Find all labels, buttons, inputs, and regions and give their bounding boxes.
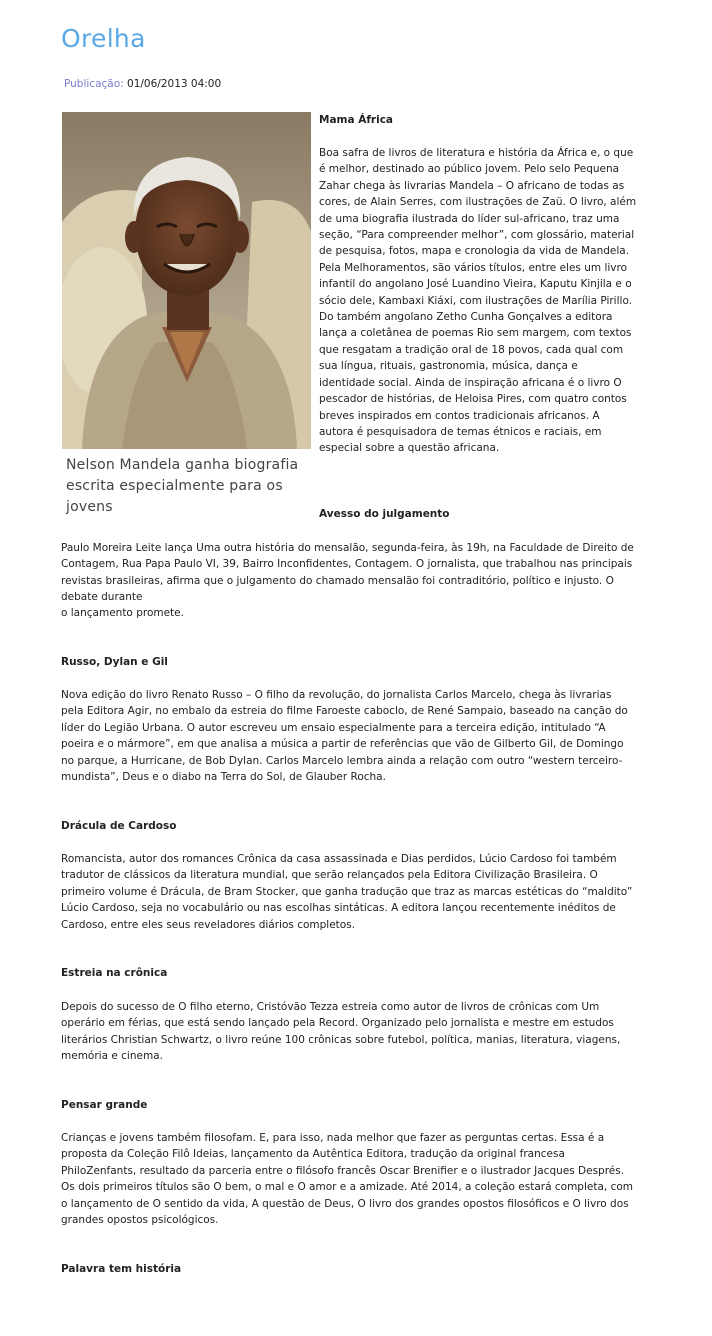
section-heading-pensar: Pensar grande [61,1099,148,1111]
article-photo [62,112,311,449]
section-text-estreia: Depois do sucesso de O filho eterno, Cristóvão Tezza estreia como autor de livros de crônicas com Um operário em férias, que está sendo lançado pela Record. Organizado pelo jornalista e mestre em estudos literários Christian Schwartz, o livro reúne 100 crônicas sobre futebol, política, manias, literatura, viagens, memória e cinema. [61,1001,621,1063]
section-heading-dracula: Drácula de Cardoso [61,820,177,832]
section-text-mama-africa: Boa safra de livros de literatura e história da África e, o que é melhor, destinado ao público jovem. Pelo selo Pequena Zahar chega às livrarias Mandela – O africano de todas as cores, de Alain Serres, com ilustrações de Zaü. O livro, além de uma biografia ilustrada do líder sul-africano, traz uma seção, “Para compreender melhor”, com glossário, material de pesquisa, fotos, mapa e cronologia da vida de Mandela. Pela Melhoramentos, são vários títulos, entre eles um livro infantil do angolano José Luandino Vieira, Kaputu Kinjila e o sócio dele, Kambaxi Kiáxi, com ilustrações de Marília Pirillo. Do também angolano Zetho Cunha Gonçalves a editora lança a coletânea de poemas Rio sem margem, com textos que resgatam a tradição oral de 18 povos, cada qual com sua língua, rituais, gastronomia, música, dança e identidade social. Ainda de inspiração africana é o livro O pescador de histórias, de Heloisa Pires, com quatro contos breves inspirados em contos tradicionais africanos. A autora é pesquisadora de temas étnicos e raciais, em especial sobre a questão africana. [319,147,637,455]
section-text-russo: Nova edição do livro Renato Russo – O filho da revolução, do jornalista Carlos Marcelo, chega às livrarias pela Editora Agir, no embalo da estreia do filme Faroeste caboclo, de René Sampaio, baseado na canção do líder do Legião Urbana. O autor escreveu um ensaio especialmente para a terceira edição, intitulado “A poeira e o mármore”, em que analisa a música a partir de referências que vão de Gilberto Gil, de Domingo no parque, a Hurricane, de Bob Dylan. Carlos Marcelo lembra ainda a relação com outro “western terceiro-mundista”, Deus e o diabo na Terra do Sol, de Glauber Rocha. [61,689,628,784]
section-heading-estreia: Estreia na crônica [61,967,168,979]
section-text-dracula: Romancista, autor dos romances Crônica da casa assassinada e Dias perdidos, Lúcio Cardoso foi também tradutor de clássicos da literatura mundial, que serão relançados pela Editora Civilização Brasileira. O primeiro volume é Drácula, de Bram Stocker, que ganha tradução que traz as marcas estéticas do “maldito” Lúcio Cardoso, seja no vocabulário ou nas escolhas sintáticas. A editora lançou recentemente inéditos de Cardoso, entre eles seus reveladores diários completos. [61,853,633,931]
section-text-avesso-tail: o lançamento promete. [61,607,184,619]
photo-caption: Nelson Mandela ganha biografia escrita especialmente para os jovens [66,457,299,515]
section-heading-palavra: Palavra tem história [61,1263,182,1275]
publication-date [64,78,221,90]
section-text-avesso: Paulo Moreira Leite lança Uma outra história do mensalão, segunda-feira, às 19h, na Faculdade de Direito de Contagem, Rua Papa Paulo VI, 39, Bairro Inconfidentes, Contagem. O jornalista, que trabalhou nas principais revistas brasileiras, afirma que o julgamento do chamado mensalão foi contraditório, político e injusto. O debate durante [61,542,634,604]
section-text-pensar: Crianças e jovens também filosofam. E, para isso, nada melhor que fazer as perguntas certas. Essa é a proposta da Coleção Filô Ideias, lançamento da Autêntica Editora, tradução da original francesa PhiloZenfants, resultado da parceria entre o filósofo francês Oscar Brenifier e o ilustrador Jacques Després. Os dois primeiros títulos são O bem, o mal e O amor e a amizade. Até 2014, a coleção estará completa, com o lançamento de O sentido da vida, A questão de Deus, O livro dos grandes opostos filosóficos e O livro dos grandes opostos psicológicos. [61,1132,633,1227]
page-title: Orelha [61,24,146,53]
section-heading-mama-africa: Mama África [319,114,393,126]
section-heading-avesso: Avesso do julgamento [319,508,450,520]
section-heading-russo: Russo, Dylan e Gil [61,656,168,668]
publication-label: Publicação: [64,78,124,90]
publication-value: 01/06/2013 04:00 [127,78,222,90]
